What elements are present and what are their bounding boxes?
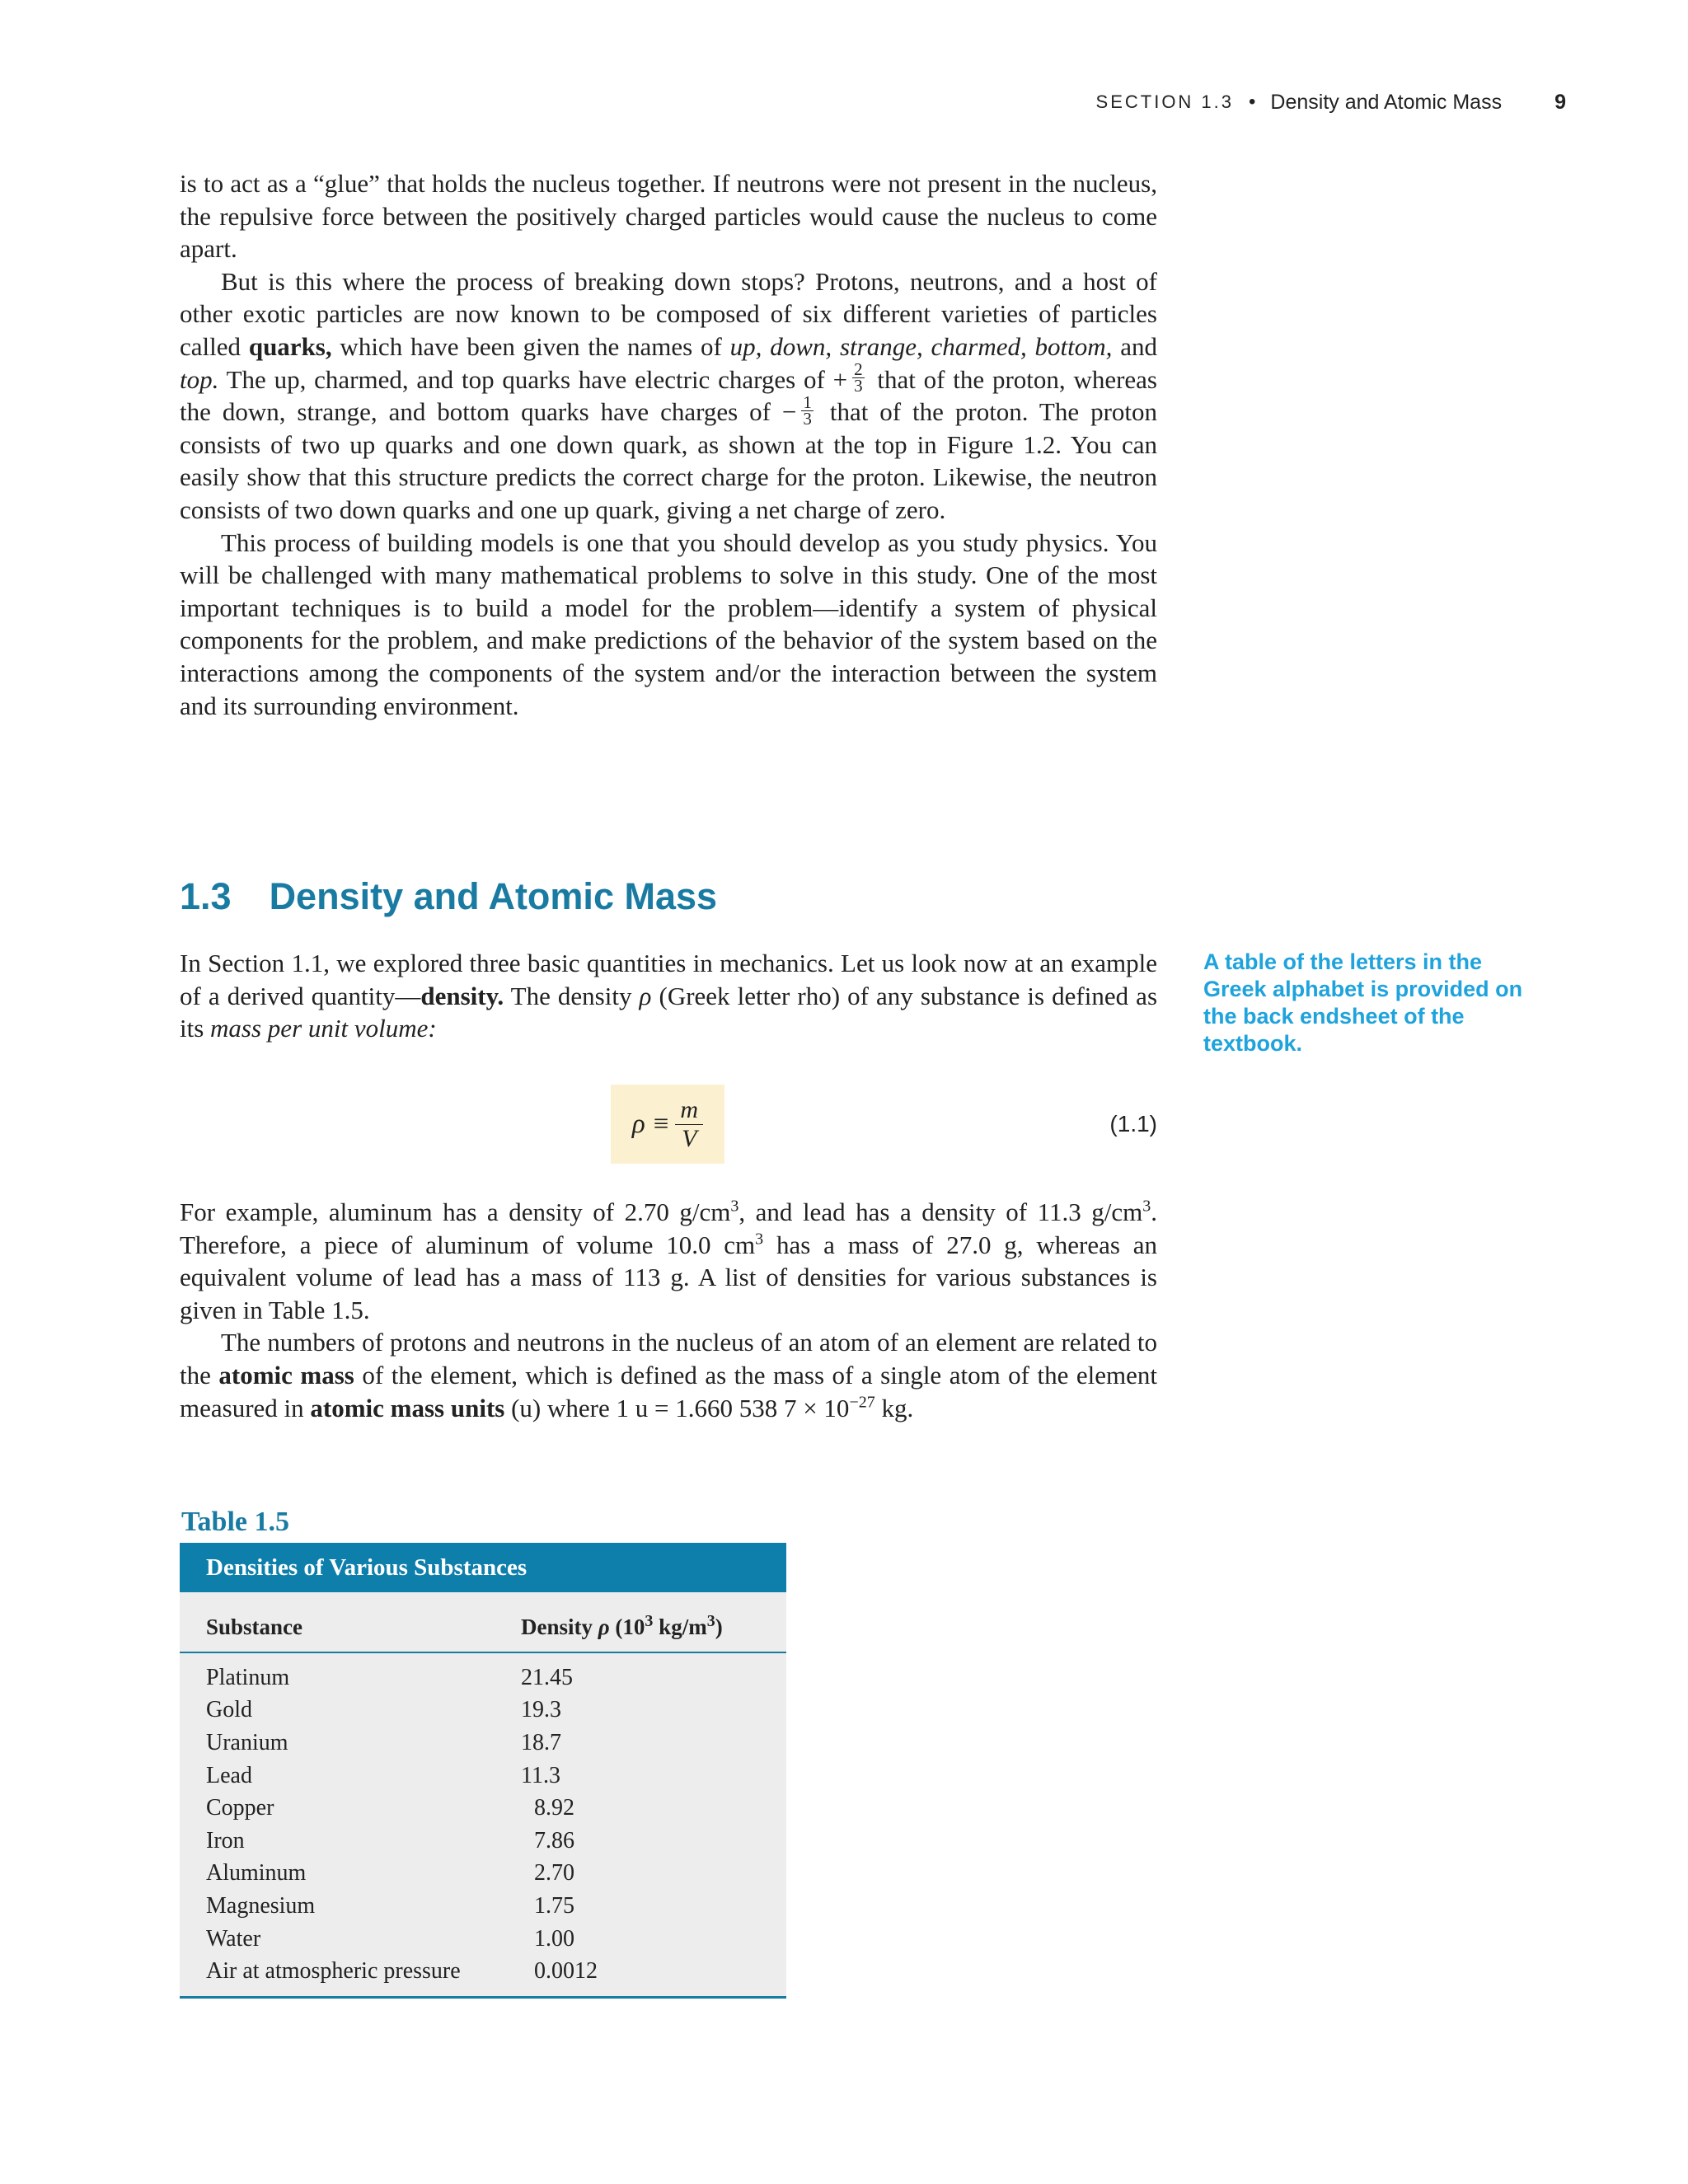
cell-density-wrap [521,1730,786,1756]
table-label: Table 1.5 [181,1507,290,1537]
text-run: and [1112,331,1158,361]
term-density: density. [420,981,504,1010]
rho-symbol: ρ [639,981,652,1010]
table-row [180,1955,786,1988]
cell-density: 1.00 [534,1925,574,1952]
fraction-numerator: 1 [803,391,812,412]
cell-substance: Copper [206,1795,274,1821]
cell-substance: Aluminum [206,1860,307,1886]
rho-symbol: ρ [598,1614,610,1639]
table-row [180,1694,786,1727]
fraction-denominator: 3 [803,408,812,429]
text-run: which have been given the names of [331,331,730,361]
table-row [180,1825,786,1858]
running-header [1071,86,1566,119]
table-row [180,1760,786,1793]
column-header-substance: Substance [206,1614,303,1639]
page-number: 9 [1554,90,1566,114]
text-run: For example, aluminum has a density of 2.70 g/cm [180,1197,731,1226]
text-run: of the element, which is defined as the mass of a single atom of the element measured in [180,1360,1158,1422]
term-quarks: quarks, [248,331,332,361]
cell-substance: Gold [206,1697,252,1723]
cell-density: 7.86 [534,1827,574,1854]
text-run: has a mass of 27.0 g, whereas an equivalent volume of lead has a mass of 113 g. A list of densities for various substances is given in Table 1.5. [180,1230,1157,1324]
fraction-denominator: 3 [854,375,863,396]
cell-density: 1.75 [534,1892,574,1919]
equation-fraction [675,1096,703,1153]
text-run: kg/m [653,1614,707,1639]
equation-operator: ≡ [653,1108,669,1139]
margin-note: A table of the letters in the Greek alphabet is provided on the back endsheet of the textbook. [1203,949,1523,1056]
text-run: that of the proton, whereas the down, strange, and bottom quarks have charges of − [180,364,1157,427]
equation-density [611,1085,724,1164]
text-run: kg. [874,1393,914,1422]
term-atomic-mass: atomic mass [218,1360,354,1390]
fraction-numerator: 2 [854,359,863,379]
text-run: In Section 1.1, we explored three basic quantities in mechanics. Let us look now at an example of a derived quantity— [180,949,1157,1010]
table-row [180,1890,786,1923]
text-run: Density [521,1614,598,1639]
header-section-title: Density and Atomic Mass [1270,90,1503,114]
equation-lhs: ρ [631,1108,645,1139]
superscript: 3 [645,1611,654,1630]
section-paragraphs-2-3 [180,1196,1157,1424]
text-run: (u) where 1 u = 1.660 538 7 × 10 [504,1393,850,1422]
cell-density-wrap [521,1926,786,1952]
cell-substance: Magnesium [206,1892,316,1919]
cell-substance: Lead [206,1762,252,1788]
quark-top-italic: top. [180,364,219,394]
superscript: −27 [849,1393,875,1412]
equation-numerator: m [675,1096,703,1125]
cell-density-wrap [521,1763,786,1789]
header-separator: • [1249,91,1256,113]
cell-density: 8.92 [534,1795,574,1821]
text-run: ) [715,1614,723,1639]
table-row [180,1792,786,1825]
table-row [180,1661,786,1694]
section-paragraph-1 [180,947,1157,1045]
cell-density-wrap [521,1665,786,1691]
cell-density: 21.45 [521,1664,573,1690]
term-atomic-mass-units: atomic mass units [310,1393,505,1422]
text-run: But is this where the process of breaking down stops? Protons, neutrons, and a host of other exotic particles are now known to be composed of six different varieties of particles called [180,266,1157,361]
intro-paragraph-3: This process of building models is one that you should develop as you study physics. You will be challenged with many mathematical problems to solve in this study. One of the most important techniques is to build a model for the problem—identify a system of physical components for the problem, and make predictions of the behavior of the system based on the interactions among the components of the system and/or the interaction between the system and its surrounding environment. [180,527,1157,720]
cell-substance: Air at atmospheric pressure [206,1958,461,1985]
cell-substance: Water [206,1925,261,1952]
superscript: 3 [706,1611,715,1630]
table-row [180,1923,786,1956]
section-title: Density and Atomic Mass [269,875,718,917]
table-row [180,1858,786,1891]
cell-density-wrap [521,1795,786,1821]
intro-paragraph-2 [180,265,1157,527]
cell-density-wrap [521,1958,786,1985]
equation-denominator: V [682,1124,697,1152]
cell-density-wrap [521,1893,786,1919]
cell-density-wrap [521,1697,786,1723]
section-paragraph-2 [180,1196,1157,1326]
cell-density: 0.0012 [534,1958,598,1985]
text-run: that of the proton. The proton consists of two up quarks and one down quark, as shown at the top in Figure 1.2. You can easily show that this structure predicts the correct charge for the proton. Likewise, the neutron consists of two down quarks and one up quark, giving a net charge of zero. [180,397,1158,524]
intro-paragraph-1: is to act as a “glue” that holds the nucleus together. If neutrons were not present in the nucleus, the repulsive force between the positively charged particles would cause the nucleus to come apart. [180,169,1157,264]
cell-density: 18.7 [521,1729,561,1755]
equation-number: (1.1) [1109,1111,1157,1137]
cell-substance: Platinum [206,1664,290,1690]
superscript: 3 [755,1230,764,1249]
cell-density: 19.3 [521,1697,561,1723]
cell-density-wrap [521,1828,786,1854]
section-number: 1.3 [180,875,232,917]
cell-substance: Iron [206,1827,245,1854]
table-title: Densities of Various Substances [180,1543,786,1592]
column-header-density [521,1611,786,1640]
text-run: The numbers of protons and neutrons in the nucleus of an atom of an element are related to the [180,1328,1157,1390]
section-paragraph-3 [180,1326,1157,1424]
quark-names-italic: up, down, strange, charmed, bottom, [729,331,1113,361]
intro-text [180,167,1157,722]
mass-per-unit-volume-italic: mass per unit volume: [210,1014,437,1043]
text-run: . Therefore, a piece of aluminum of volume 10.0 cm [180,1197,1157,1259]
density-table [180,1543,786,1999]
text-run: (Greek letter rho) of any substance is defined as its [180,981,1158,1043]
cell-density: 11.3 [521,1762,560,1788]
cell-density-wrap [521,1860,786,1886]
cell-density: 2.70 [534,1860,574,1886]
section-heading [180,872,717,921]
cell-substance: Uranium [206,1729,288,1755]
fraction-two-thirds [852,359,865,396]
table-row [180,1727,786,1760]
superscript: 3 [730,1197,739,1216]
fraction-one-third [801,391,814,429]
header-section-label: SECTION 1.3 [1095,91,1235,112]
table-body [180,1653,786,1988]
text-run: The density [504,981,640,1010]
text-run: , and lead has a density of 11.3 g/cm [738,1197,1143,1226]
text-run: The up, charmed, and top quarks have electric charges of + [218,364,848,394]
text-run: (10 [609,1614,645,1639]
superscript: 3 [1142,1197,1151,1216]
table-header-row [180,1602,786,1653]
